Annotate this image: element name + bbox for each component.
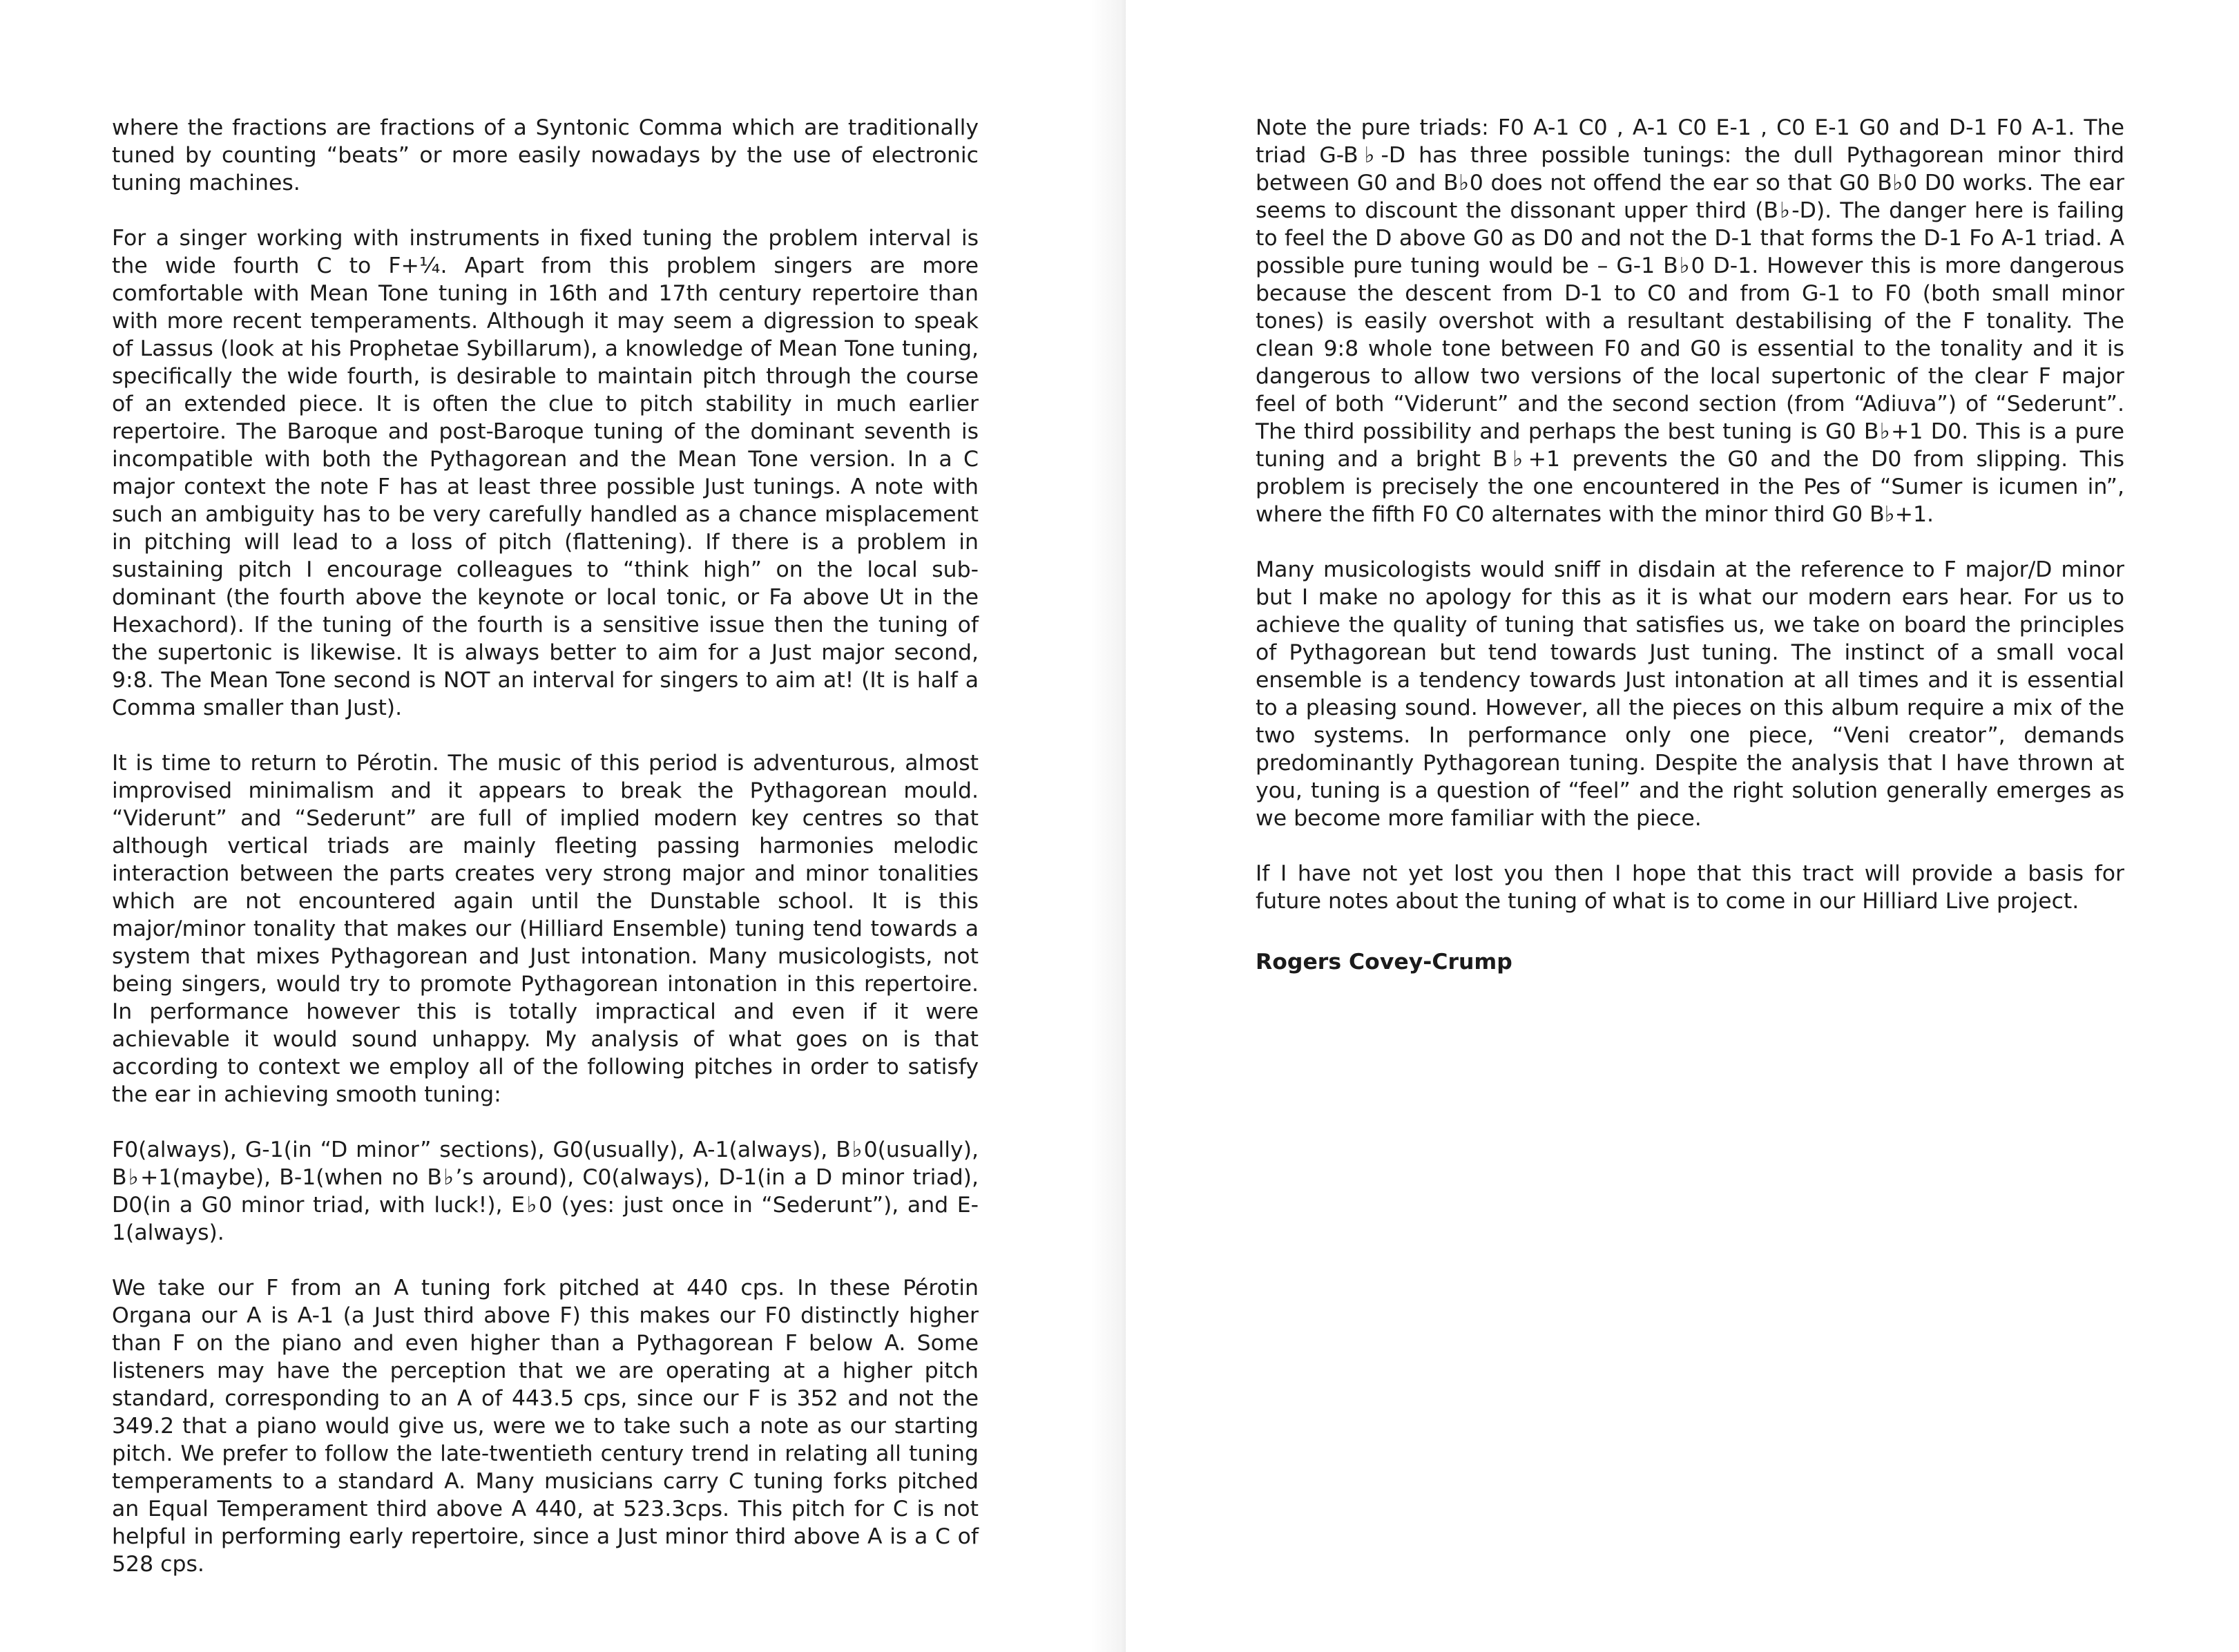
right-page — [1126, 0, 2239, 1652]
paragraph-syntonic-comma: where the fractions are fractions of a Syntonic Comma which are traditionally tuned by counting “beats” or more easily nowadays by the use of electronic tuning machines. — [112, 115, 979, 195]
left-text-column — [112, 114, 979, 1606]
paragraph-pure-triads: Note the pure triads: F0 A-1 C0 , A-1 C0 E-1 , C0 E-1 G0 and D-1 F0 A-1. The triad G-B♭-D has three possible tunings: the dull Pythagorean minor third between G0 and B♭0 does not offend the ear so that G0 B♭0 D0 works. The ear seems to discount the dissonant upper third (B♭-D). The danger here is failing to feel the D above G0 as D0 and not the D-1 that forms the D-1 Fo A-1 triad. A possible pure tuning would be – G-1 B♭0 D-1. However this is more dangerous because the descent from D-1 to C0 and from G-1 to F0 (both small minor tones) is easily overshot with a resultant destabilising of the F tonality. The clean 9:8 whole tone between F0 and G0 is essential to the tonality and it is dangerous to allow two versions of the local supertonic of the clear F major feel of both “Viderunt” and the second section (from “Adiuva”) of “Sederunt”. The third possibility and perhaps the best tuning is G0 B♭+1 D0. This is a pure tuning and a bright B♭+1 prevents the G0 and the D0 from slipping. This problem is precisely the one encountered in the Pes of “Sumer is icumen in”, where the fifth F0 C0 alternates with the minor third G0 B♭+1. — [1256, 115, 2124, 527]
right-text-column — [1256, 114, 2124, 1003]
author-signature: Rogers Covey-Crump — [1256, 950, 1512, 974]
paragraph-pitch-list: F0(always), G-1(in “D minor” sections), G0(usually), A-1(always), B♭0(usually), B♭+1(maybe), B-1(when no B♭’s around), C0(always), D-1(in a D minor triad), D0(in a G0 minor triad, with luck!), E♭0 (yes: just once in “Sederunt”), and E-1(always). — [112, 1137, 979, 1245]
paragraph-closing: If I have not yet lost you then I hope that this tract will provide a basis for future notes about the tuning of what is to come in our Hilliard Live project. — [1256, 861, 2124, 914]
paragraph-tuning-fork: We take our F from an A tuning fork pitched at 440 cps. In these Pérotin Organa our A is A-1 (a Just third above F) this makes our F0 distinctly higher than F on the piano and even higher than a Pythagorean F below A. Some listeners may have the perception that we are operating at a higher pitch standard, corresponding to an A of 443.5 cps, since our F is 352 and not the 349.2 that a piano would give us, were we to take such a note as our starting pitch. We prefer to follow the late-twentieth century trend in relating all tuning temperaments to a standard A. Many musicians carry C tuning forks pitched an Equal Temperament third above A 440, at 523.3cps. This pitch for C is not helpful in performing early repertoire, since a Just minor third above A is a C of 528 cps. — [112, 1276, 979, 1577]
paragraph-mean-tone: For a singer working with instruments in fixed tuning the problem interval is the wide fourth C to F+¼. Apart from this problem singers are more comfortable with Mean Tone tuning in 16th and 17th century repertoire than with more recent temperaments. Although it may seem a digression to speak of Lassus (look at his Prophetae Sybillarum), a knowledge of Mean Tone tuning, specifically the wide fourth, is desirable to maintain pitch through the course of an extended piece. It is often the clue to pitch stability in much earlier repertoire. The Baroque and post-Baroque tuning of the dominant seventh is incompatible with both the Pythagorean and the Mean Tone version. In a C major context the note F has at least three possible Just tunings. A note with such an ambiguity has to be very carefully handled as a chance misplacement in pitching will lead to a loss of pitch (flattening). If there is a problem in sustaining pitch I encourage colleagues to “think high” on the local sub-dominant (the fourth above the keynote or local tonic, or Fa above Ut in the Hexachord). If the tuning of the fourth is a sensitive issue then the tuning of the supertonic is likewise. It is always better to aim for a Just major second, 9:8. The Mean Tone second is NOT an interval for singers to aim at! (It is half a Comma smaller than Just). — [112, 226, 979, 720]
paragraph-musicologists: Many musicologists would sniff in disdain at the reference to F major/D minor but I make no apology for this as it is what our modern ears hear. For us to achieve the quality of tuning that satisfies us, we take on board the principles of Pythagorean but tend towards Just tuning. The instinct of a small vocal ensemble is a tendency towards Just intonation at all times and it is essential to a pleasing sound. However, all the pieces on this album require a mix of the two systems. In performance only one piece, “Veni creator”, demands predominantly Pythagorean tuning. Despite the analysis that I have thrown at you, tuning is a question of “feel” and the right solution generally emerges as we become more familiar with the piece. — [1256, 557, 2124, 831]
paragraph-perotin: It is time to return to Pérotin. The music of this period is adventurous, almost improvised minimalism and it appears to break the Pythagorean mould. “Viderunt” and “Sederunt” are full of implied modern key centres so that although vertical triads are mainly fleeting passing harmonies melodic interaction between the parts creates very strong major and minor tonalities which are not encountered again until the Dunstable school. It is this major/minor tonality that makes our (Hilliard Ensemble) tuning tend towards a system that mixes Pythagorean and Just intonation. Many musicologists, not being singers, would try to promote Pythagorean intonation in this repertoire. In performance however this is totally impractical and even if it were achievable it would sound unhappy. My analysis of what goes on is that according to context we employ all of the following pitches in order to satisfy the ear in achieving smooth tuning: — [112, 751, 979, 1107]
